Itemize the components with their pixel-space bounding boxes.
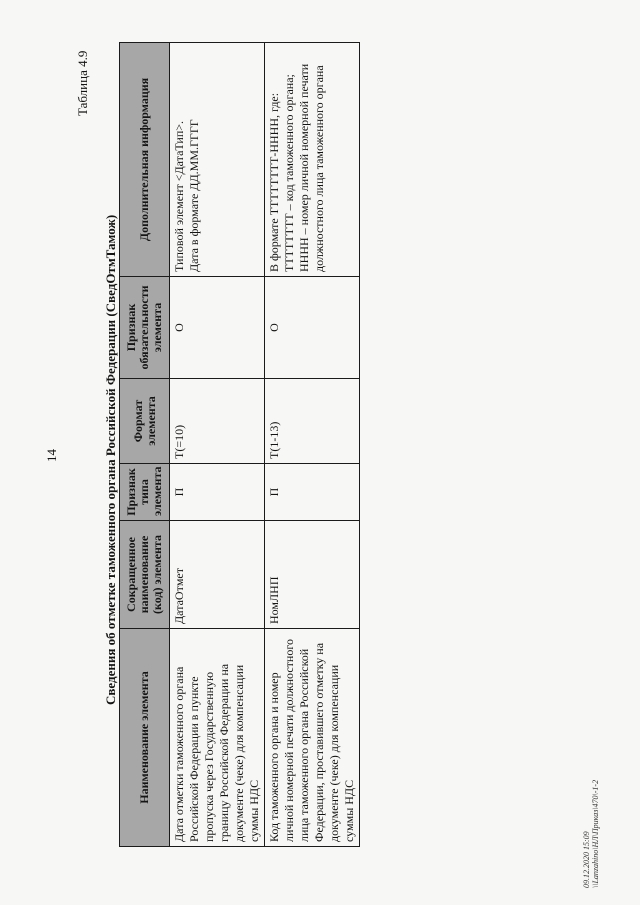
cell-type: П [265,464,360,521]
table-title: Сведения об отметке таможенного органа Российской Федерации (СведОтмТамож) [103,214,118,705]
cell-code: ДатаОтмет [170,521,265,629]
header-code: Сокращенное наименование (код) элемента [120,521,170,629]
header-required: Признак обязательности элемента [120,277,170,379]
cell-code: НомЛНП [265,521,360,629]
header-type: Признак типа элемента [120,464,170,521]
cell-required: О [170,277,265,379]
table-label: Таблица 4.9 [75,50,90,116]
cell-format: T(=10) [170,379,265,464]
header-name: Наименование элемента [120,629,170,847]
cell-format: T(1-13) [265,379,360,464]
cell-name: Код таможенного органа и номер личной номерной печати должностного лица таможенного органа Российской Федерации, проставившего отметку на документе (чеке) для компенсации суммы НДС [265,629,360,847]
cell-type: П [170,464,265,521]
table-header-row [120,43,170,847]
cell-info: В формате ТТТТТТТТ-НННН, где: ТТТТТТТТ – код таможенного органа; НННН – номер личной номерной печати должностного лица таможенного органа [265,43,360,277]
header-format: Формат элемента [120,379,170,464]
cell-name: Дата отметки таможенного органа Российской Федерации в пункте пропуска через Государственную границу Российской Федерации на документе (чеке) для компенсации суммы НДС [170,629,265,847]
cell-required: О [265,277,360,379]
table-row [170,43,265,847]
table-row [265,43,360,847]
cell-info: Типовой элемент <ДатаТип>. Дата в формате ДД.ММ.ГГГГ [170,43,265,277]
stamp-line-1: 09.12.2020 15:09 [582,831,591,888]
file-stamp [582,780,600,888]
data-table-container [119,43,356,847]
header-info: Дополнительная информация [120,43,170,277]
data-table [119,42,360,847]
stamp-line-2: \\Lanzahino\НЛ\Приказ\470\-1-2 [591,779,600,888]
page-number: 14 [44,449,59,462]
